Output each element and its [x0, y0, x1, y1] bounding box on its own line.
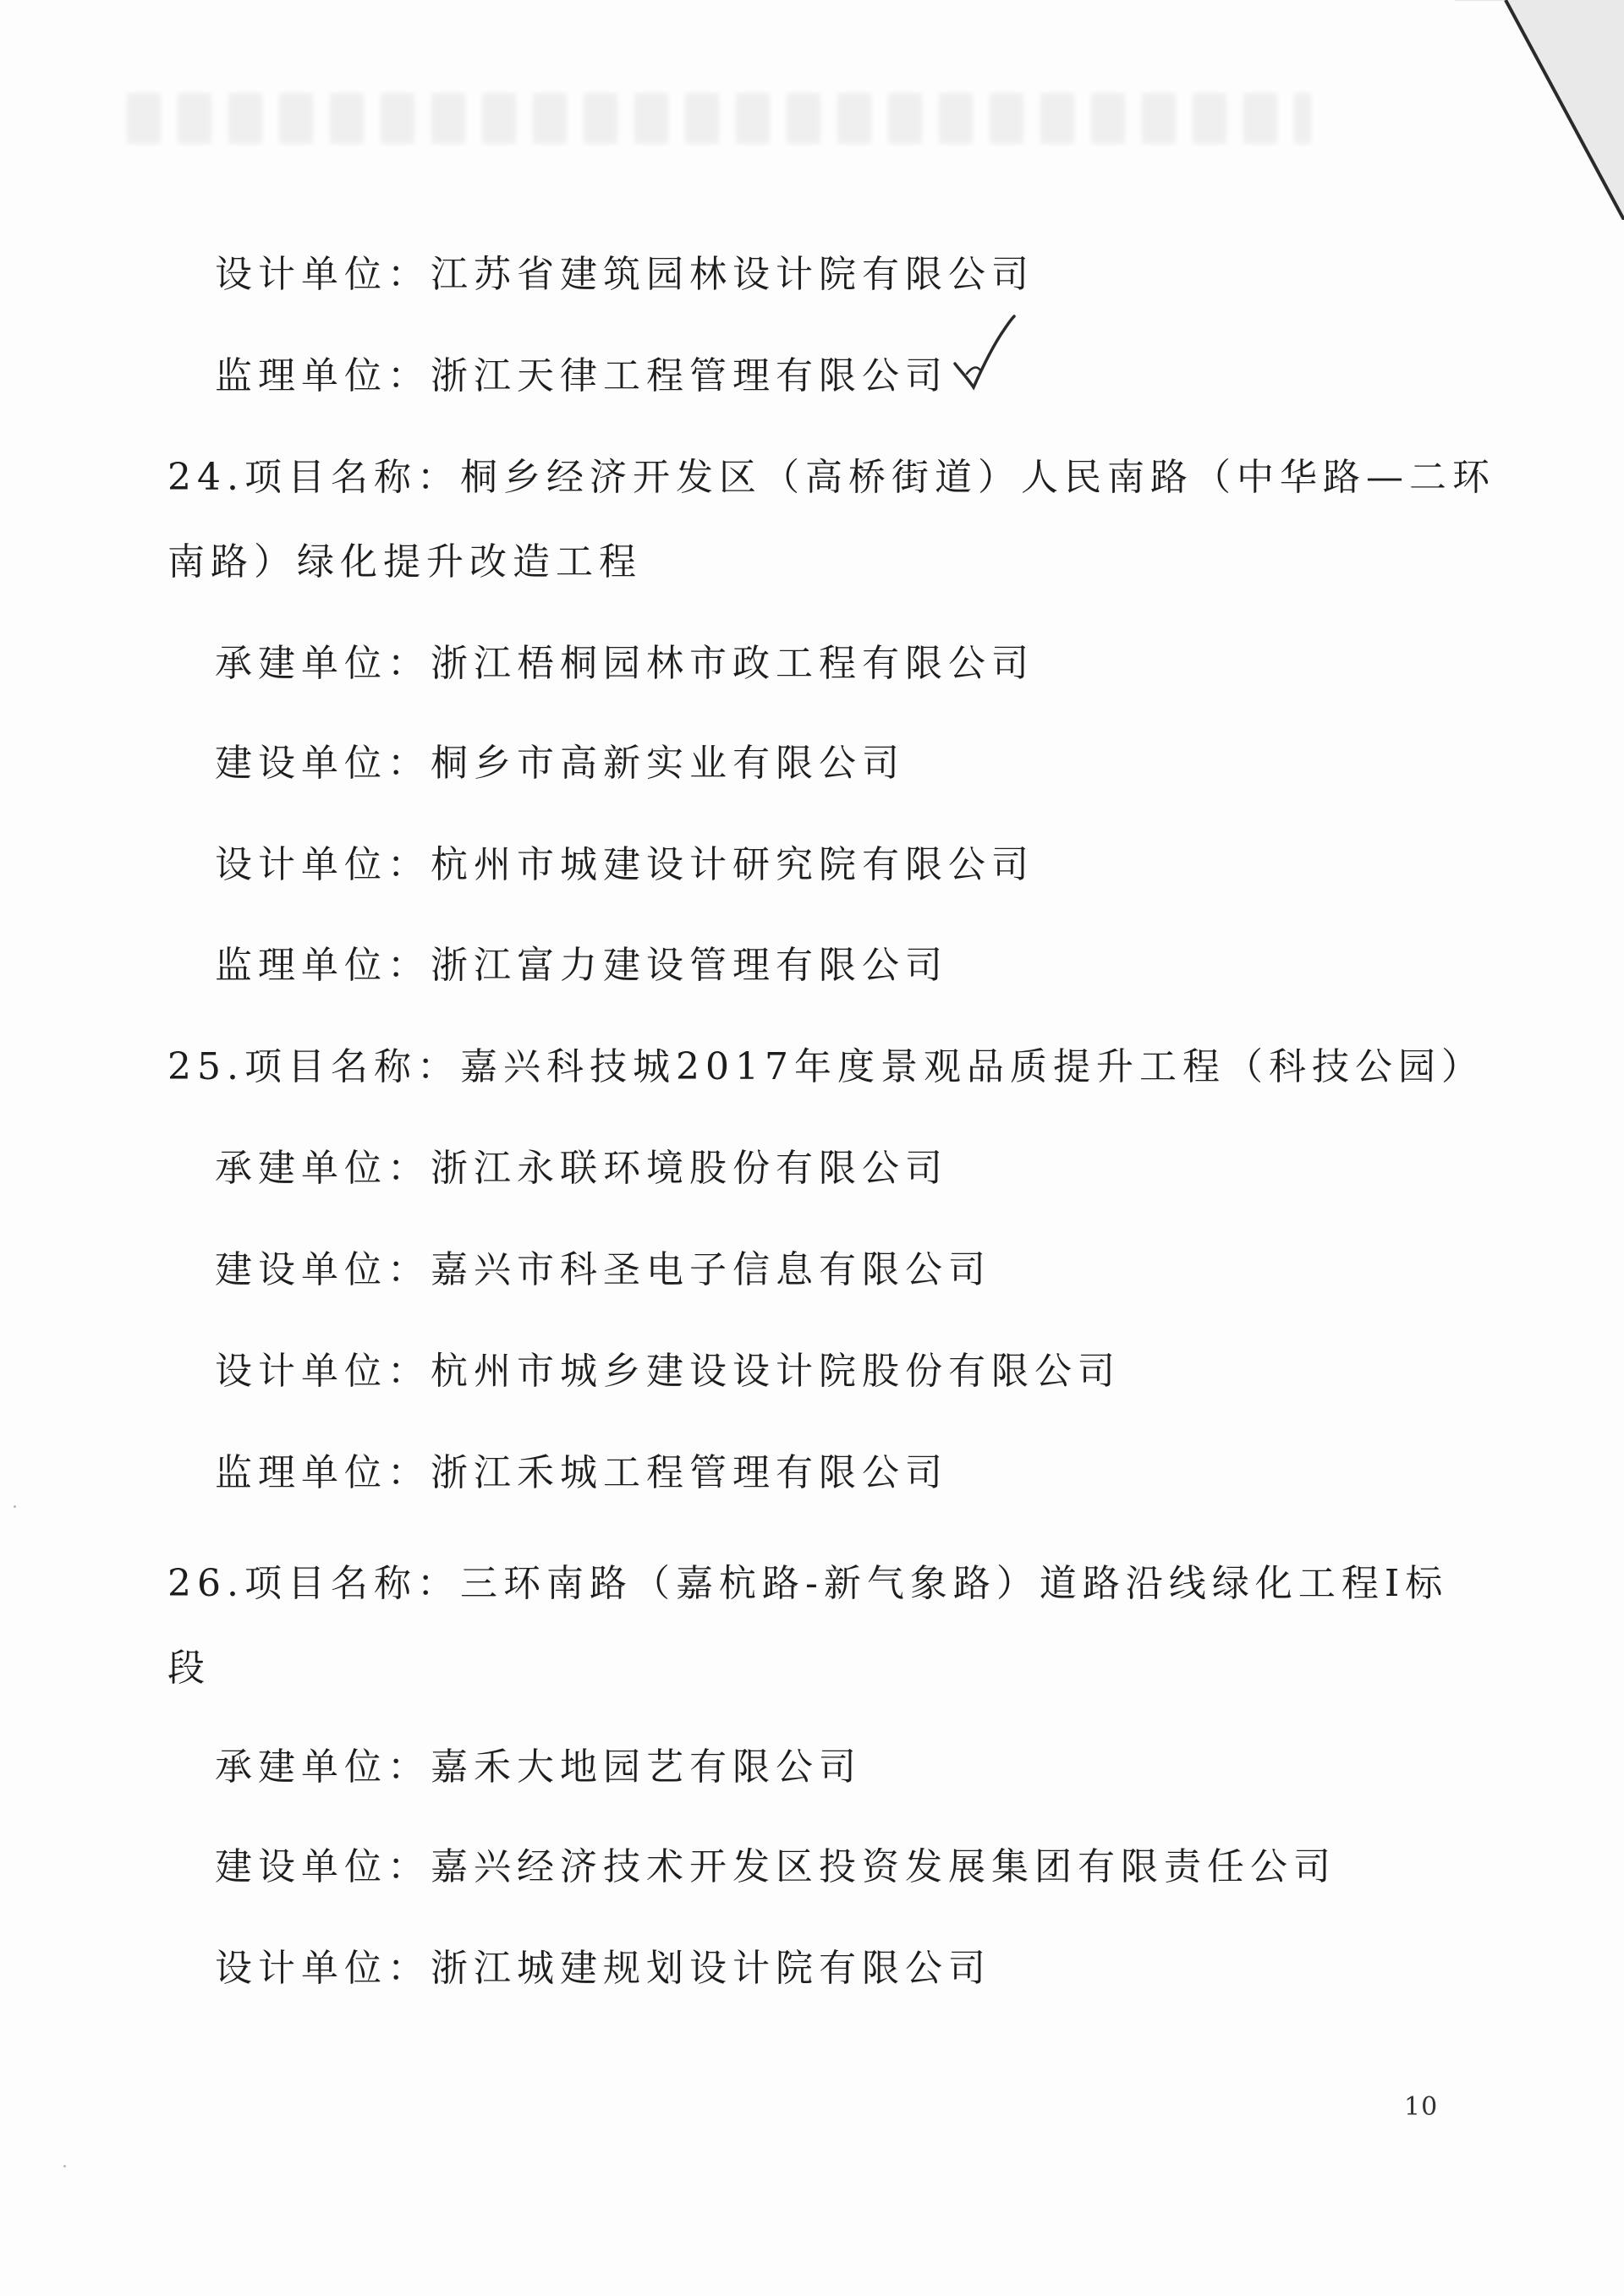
construction-unit-line-24: 建设单位：桐乡市高新实业有限公司 — [215, 742, 905, 785]
project-24-name-line-2: 南路）绿化提升改造工程 — [167, 540, 642, 584]
project-26-name-line-2: 段 — [167, 1647, 211, 1690]
project-24-name-line-1: 24.项目名称：桐乡经济开发区（高桥街道）人民南路（中华路—二环 — [167, 456, 1495, 499]
scan-speck — [14, 1505, 16, 1508]
design-unit-line-26: 设计单位：浙江城建规划设计院有限公司 — [215, 1947, 991, 1990]
project-26-name-line-1: 26.项目名称：三环南路（嘉杭路-新气象路）道路沿线绿化工程Ⅰ标 — [167, 1562, 1449, 1605]
construction-unit-line-26: 建设单位：嘉兴经济技术开发区投资发展集团有限责任公司 — [215, 1845, 1336, 1888]
design-unit-line-25: 设计单位：杭州市城乡建设设计院股份有限公司 — [215, 1350, 1121, 1393]
project-25-name-line: 25.项目名称：嘉兴科技城2017年度景观品质提升工程（科技公园） — [167, 1045, 1484, 1088]
bleed-through-shadow — [127, 93, 1311, 144]
checkmark-icon — [952, 315, 1019, 395]
design-unit-line-24: 设计单位：杭州市城建设计研究院有限公司 — [215, 843, 1034, 886]
supervision-unit-line-24: 监理单位：浙江富力建设管理有限公司 — [215, 944, 948, 987]
supervision-unit-line-23: 监理单位：浙江天律工程管理有限公司 — [215, 354, 948, 397]
contractor-unit-line-25: 承建单位：浙江永联环境股份有限公司 — [215, 1147, 948, 1190]
contractor-unit-line-24: 承建单位：浙江梧桐园林市政工程有限公司 — [215, 642, 1034, 685]
scan-speck — [63, 2165, 66, 2167]
supervision-unit-line-25: 监理单位：浙江禾城工程管理有限公司 — [215, 1451, 948, 1494]
page-number: 10 — [1404, 2092, 1439, 2122]
construction-unit-line-25: 建设单位：嘉兴市科圣电子信息有限公司 — [215, 1248, 991, 1291]
design-unit-line-23: 设计单位：江苏省建筑园林设计院有限公司 — [215, 253, 1034, 296]
contractor-unit-line-26: 承建单位：嘉禾大地园艺有限公司 — [215, 1745, 862, 1789]
corner-fold-icon — [1455, 0, 1624, 220]
